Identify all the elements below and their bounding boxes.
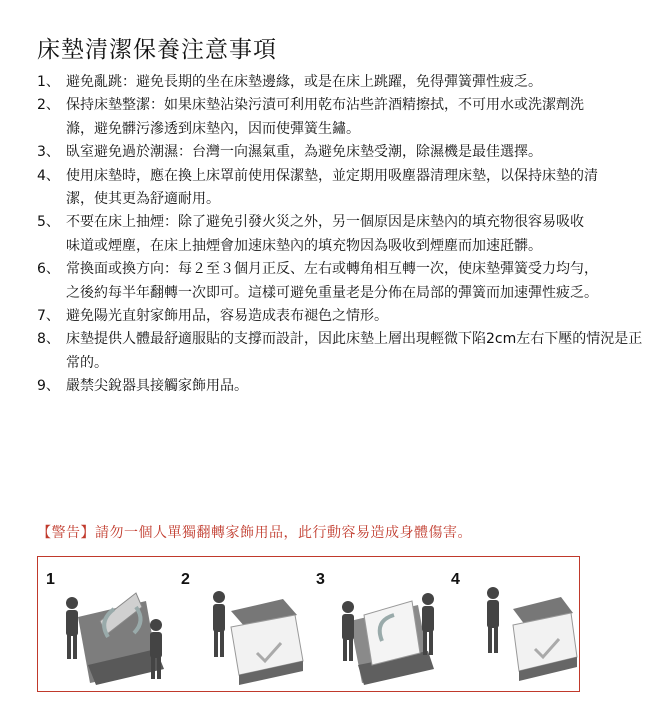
item-number: 2、 [37,97,60,114]
warning-text: 【警告】請勿一個人單獨翻轉家飾用品，此行動容易造成身體傷害。 [37,525,472,541]
list-item [37,71,586,94]
list-item [37,211,591,258]
item-number: 4、 [37,167,60,184]
item-text: 避免陽光直射家飾用品，容易造成表布褪色之情形。 [66,308,388,325]
item-number: 1、 [37,74,60,90]
item-number: 3、 [37,144,60,161]
list-item [37,328,650,375]
item-number: 7、 [37,308,60,325]
item-number: 8、 [37,331,60,348]
step-2 [173,557,303,691]
item-text: 床墊提供人體最舒適服貼的支撐而設計，因此床墊上層出現輕微下陷2cm左右下壓的情況是正常的。 [66,331,643,371]
step-number: 2 [181,571,190,588]
item-text: 保持床墊整潔：如果床墊沾染污漬可利用乾布沾些許酒精擦拭，不可用水或洗潔劑洗滌，避免髒污滲透到床墊內，因而使彈簧生鏽。 [66,97,584,137]
item-number: 9、 [37,378,60,395]
list-item [37,258,606,305]
mattress-placed-check-icon [173,557,308,691]
list-item [37,94,606,141]
two-people-flipping-mattress-icon [38,557,173,691]
mattress-done-check-icon [443,557,578,691]
item-text: 常換面或換方向：每２至３個月正反、左右或轉角相互轉一次，使床墊彈簧受力均勻，之後約每半年翻轉一次即可。這樣可避免重量老是分佈在局部的彈簧而加速彈性疲乏。 [66,261,598,301]
item-number: 5、 [37,214,60,231]
list-item [37,165,611,212]
step-number: 3 [316,571,325,588]
step-1 [38,557,168,691]
item-text: 臥室避免過於潮濕：台灣一向濕氣重，為避免床墊受潮，除濕機是最佳選擇。 [66,144,542,161]
step-number: 4 [451,571,460,588]
list-item [37,141,591,164]
flip-steps-illustration [37,556,580,692]
list-item [37,375,650,398]
step-3 [308,557,438,691]
item-text: 使用床墊時，應在換上床罩前使用保潔墊，並定期用吸塵器清理床墊，以保持床墊的清潔，使其更為舒適耐用。 [66,167,598,208]
rotating-mattress-icon [308,557,443,691]
list-item [37,305,650,328]
step-4 [443,557,573,691]
item-number: 6、 [37,261,60,278]
item-text: 嚴禁尖銳器具接觸家飾用品。 [66,378,248,395]
page-title: 床墊清潔保養注意事項 [37,37,277,63]
step-number: 1 [46,571,55,588]
care-instructions-list [37,71,643,399]
item-text: 不要在床上抽煙：除了避免引發火災之外，另一個原因是床墊內的填充物很容易吸收味道或煙塵，在床上抽煙會加速床墊內的填充物因為吸收到煙塵而加速瓩髒。 [66,214,584,254]
item-text: 避免亂跳：避免長期的坐在床墊邊緣，或是在床上跳躍，免得彈簧彈性疲乏。 [66,74,542,90]
